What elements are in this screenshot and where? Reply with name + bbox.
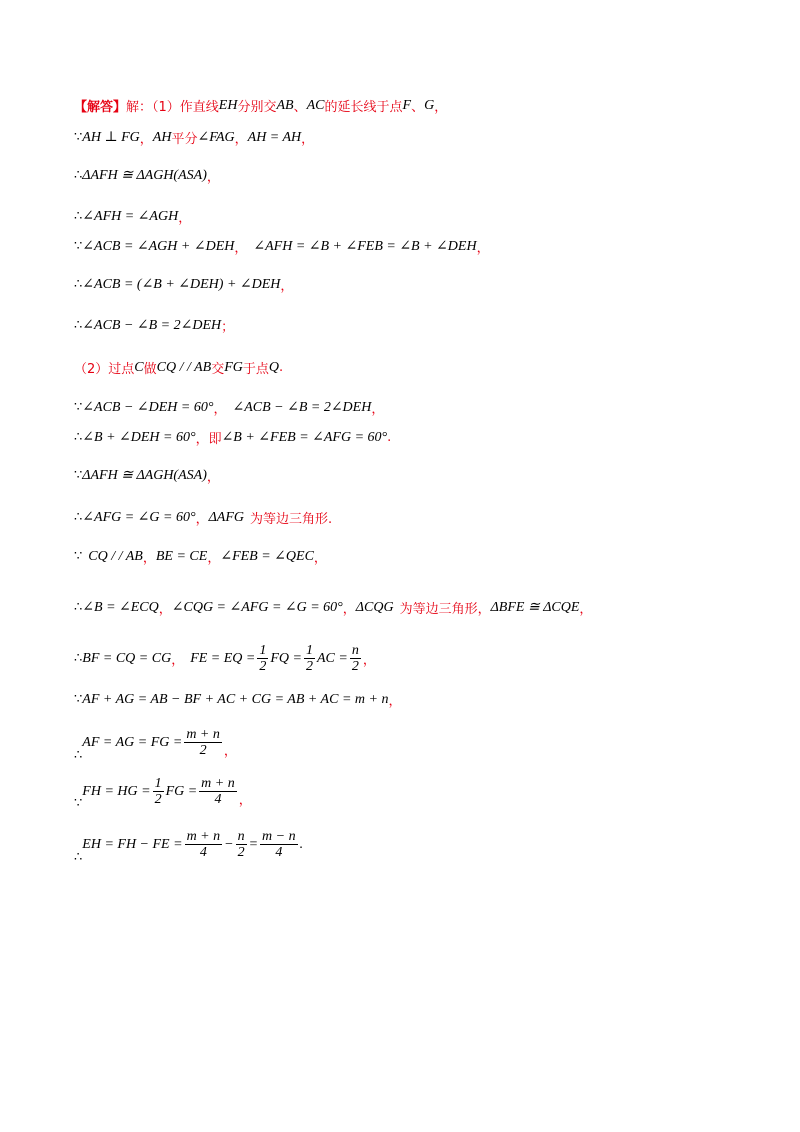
because-symbol: ∵ — [74, 400, 83, 415]
line-4 — [74, 207, 191, 226]
math: Q — [268, 359, 280, 375]
therefore-symbol: ∴ — [74, 600, 83, 615]
line-18 — [74, 772, 252, 811]
comma: ， — [158, 602, 172, 617]
comma: ， — [195, 512, 209, 527]
fraction: $\frac{m + n}{4}$ — [186, 829, 221, 860]
fraction: $\frac{1}{2}$ — [305, 643, 313, 674]
therefore-symbol: ∴ — [74, 430, 83, 445]
comma: ， — [142, 551, 156, 566]
line-17 — [74, 722, 237, 763]
therefore-symbol: ∴ — [74, 748, 83, 763]
comma: ， — [178, 211, 192, 226]
math: AF + AG = AB − BF + AC + CG = AB + AC = m + n — [82, 691, 389, 707]
comma: ， — [280, 279, 294, 294]
math: ∠AFH = ∠B + ∠FEB = ∠B + ∠DEH — [253, 239, 477, 254]
semicolon: ； — [221, 320, 235, 335]
comma: ， — [207, 551, 221, 566]
line-15 — [74, 643, 376, 674]
line-5 — [74, 237, 490, 256]
math: ∠B = ∠ECQ — [82, 600, 159, 615]
comma: ， — [206, 470, 220, 485]
comma: ， — [234, 241, 248, 256]
text: 解：（1）作直线 — [126, 100, 219, 115]
comma: ， — [139, 132, 153, 147]
line-7 — [74, 316, 234, 335]
text: ，即 — [195, 432, 222, 447]
text: 平分 — [171, 132, 198, 147]
math: ∠ACB − ∠B = 2∠DEH — [82, 318, 222, 333]
math: ∠ACB − ∠B = 2∠DEH — [232, 400, 372, 415]
comma: ， — [238, 793, 252, 808]
math: ∠ACB − ∠DEH = 60° — [82, 400, 214, 415]
math: FG = — [165, 783, 198, 799]
fraction: $\frac{n}{2}$ — [351, 643, 359, 674]
comma: ， — [213, 402, 227, 417]
comma: ， — [342, 602, 356, 617]
math: FG — [224, 359, 243, 375]
comma: ， — [388, 694, 402, 709]
math: ∠AFH = ∠AGH — [82, 209, 179, 224]
text: . — [279, 360, 284, 375]
fraction: $\frac{1}{2}$ — [259, 643, 267, 674]
text: 做 — [143, 362, 157, 377]
therefore-symbol: ∴ — [74, 850, 83, 865]
comma: ， — [171, 653, 185, 668]
text: 为等边三角形， — [399, 602, 491, 617]
math: = — [248, 836, 259, 852]
fraction: $\frac{m - n}{4}$ — [262, 829, 296, 860]
text: （2）过点 — [74, 362, 135, 377]
math: CQ / / AB — [156, 359, 212, 375]
math: ∠ACB = (∠B + ∠DEH) + ∠DEH — [82, 277, 281, 292]
math: FE = EQ = — [190, 650, 256, 666]
because-symbol: ∵ — [74, 239, 83, 254]
text: 为等边三角形. — [250, 512, 333, 527]
answer-label: 【解答】 — [74, 100, 127, 115]
comma: ， — [206, 170, 220, 185]
fraction: $\frac{n}{2}$ — [237, 829, 245, 860]
math: ΔCQG — [355, 599, 394, 615]
line-14 — [74, 598, 592, 617]
therefore-symbol: ∴ — [74, 318, 83, 333]
text: 交 — [211, 362, 225, 377]
line-10 — [74, 428, 391, 447]
fraction: $\frac{1}{2}$ — [154, 776, 162, 807]
math: FQ = — [270, 650, 302, 666]
math: AH ⊥ FG — [82, 130, 140, 145]
math: ∠FEB = ∠QEC — [220, 549, 314, 564]
line-8 — [74, 358, 283, 377]
therefore-symbol: ∴ — [74, 168, 83, 183]
math: ΔAFH ≅ ΔAGH(ASA) — [82, 468, 207, 483]
therefore-symbol: ∴ — [74, 277, 83, 292]
line-3 — [74, 166, 220, 185]
comma: ， — [362, 653, 376, 668]
math: . — [299, 836, 304, 852]
text: 、 — [411, 100, 425, 115]
math: EH — [218, 97, 238, 113]
line-11 — [74, 466, 220, 485]
math: C — [134, 359, 144, 375]
math: F — [402, 97, 412, 113]
math: ∠B + ∠FEB = ∠AFG = 60° — [221, 430, 388, 445]
fraction: $\frac{m + n}{2}$ — [186, 727, 220, 758]
text: 的延长线于点 — [324, 100, 403, 115]
line-9 — [74, 398, 384, 417]
math: ΔBFE ≅ ΔCQE — [490, 600, 580, 615]
math: G — [424, 97, 435, 113]
line-16 — [74, 690, 401, 709]
math: AF = AG = FG = — [82, 734, 183, 750]
math: ∠B + ∠DEH = 60° — [82, 430, 196, 445]
therefore-symbol: ∴ — [74, 651, 83, 666]
comma: ， — [313, 551, 327, 566]
comma: ， — [223, 744, 237, 759]
text: ， — [434, 100, 448, 115]
math: − — [224, 836, 234, 852]
math: AB — [276, 97, 294, 113]
math: ∠CQG = ∠AFG = ∠G = 60° — [171, 600, 343, 615]
line-13 — [74, 547, 327, 566]
math: CQ / / AB — [88, 548, 143, 564]
math: EH = FH − FE = — [82, 836, 183, 852]
math: BF = CQ = CG — [82, 650, 172, 666]
therefore-symbol: ∴ — [74, 510, 83, 525]
text: 、 — [293, 100, 307, 115]
because-symbol: ∵ — [74, 468, 83, 483]
comma: ， — [234, 132, 248, 147]
comma: ， — [371, 402, 385, 417]
text: 于点 — [242, 362, 269, 377]
fraction: $\frac{m + n}{4}$ — [201, 776, 235, 807]
math: BE = CE — [155, 548, 208, 564]
line-6 — [74, 275, 293, 294]
comma: ， — [476, 241, 490, 256]
therefore-symbol: ∴ — [74, 209, 83, 224]
math: ΔAFG — [208, 509, 245, 525]
math: FH = HG = — [82, 783, 151, 799]
math: AH — [152, 129, 172, 145]
comma: ， — [579, 602, 593, 617]
math: ΔAFH ≅ ΔAGH(ASA) — [82, 168, 207, 183]
line-12 — [74, 508, 332, 527]
math: ∠FAG — [197, 130, 235, 145]
because-symbol: ∵ — [74, 549, 83, 564]
comma: ， — [301, 132, 315, 147]
because-symbol: ∵ — [74, 130, 83, 145]
line-2 — [74, 128, 314, 147]
math: ∠ACB = ∠AGH + ∠DEH — [82, 239, 235, 254]
text: . — [387, 430, 392, 445]
math: AC = — [316, 650, 348, 666]
line-19 — [74, 824, 303, 865]
text: 分别交 — [237, 100, 277, 115]
because-symbol: ∵ — [74, 692, 83, 707]
math: ∠AFG = ∠G = 60° — [82, 510, 196, 525]
math: AC — [306, 97, 325, 113]
because-symbol: ∵ — [74, 796, 83, 811]
line-1 — [74, 96, 447, 115]
math: AH = AH — [247, 129, 302, 145]
